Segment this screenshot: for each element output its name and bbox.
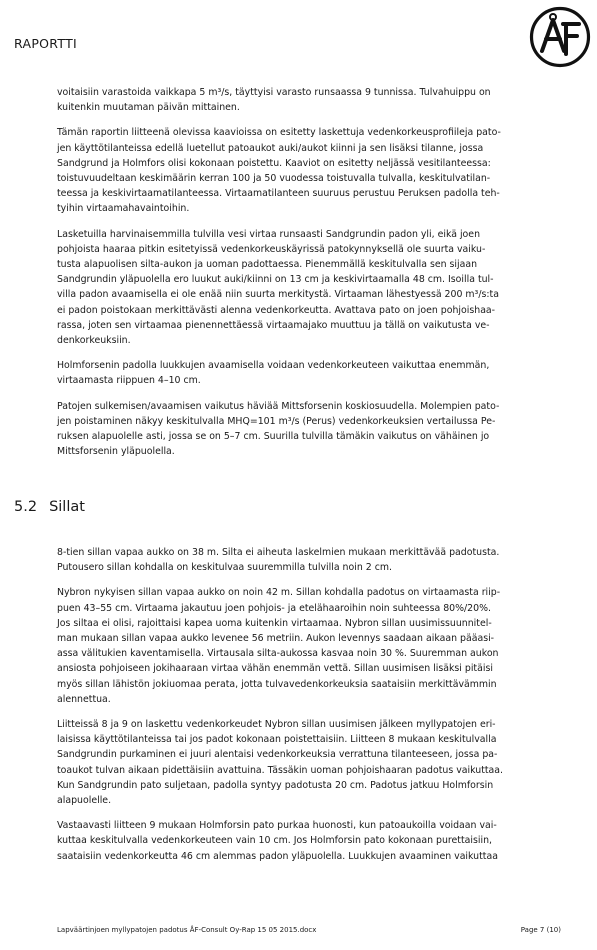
paragraph: 8-tien sillan vapaa aukko on 38 m. Silta ei aiheuta laskelmien mukaan merkittävää padotusta. Putousero sillan kohdalla on keskitulvaa suuremmilla tulvilla noin 2 cm. [57, 547, 500, 574]
body-text-bottom [57, 545, 565, 874]
paragraph: Vastaavasti liitteen 9 mukaan Holmforsin pato purkaa huonosti, kun patoaukoilla voidaan vai- kuttaa keskitulvalla vedenkorkeuteen vain 10 cm. Jos Holmforsin pato kokonaan purettaisiin, saataisiin vedenkorkeutta 46 cm alemmas padon yläpuolella. Luukkujen avaaminen vaikuttaa [57, 820, 498, 862]
paragraph: Nybron nykyisen sillan vapaa aukko on noin 42 m. Sillan kohdalla padotus on virtaamasta riip- puen 43–55 cm. Virtaama jakautuu joen pohjois- ja etelähaaroihin noin suhteessa 80%/20%. Jos siltaa ei olisi, rajoittaisi kapea uoma kuitenkin virtaamaa. Nybron sillan uusimissuunnitel- man mukaan sillan vapaa aukko levenee 56 metriin. Aukon levennys saadaan aikaan pääasi- assa välitukien kaventamisella. Virtausala silta-aukossa kasvaa noin 30 %. Suuremman aukon ansiosta pohjoiseen jokihaaraan virtaa vähän enemmän vettä. Sillan uusimisen lisäksi pitäisi myös sillan lähistön jokiuomaa perata, jotta tulvavedenkorkeuksia saataisiin merkittävämmin alennettua. [57, 587, 501, 705]
footer-page-number: Page 7 (10) [520, 926, 561, 934]
section-number: 5.2 [14, 499, 38, 515]
af-logo [529, 6, 591, 68]
paragraph: Holmforsenin padolla luukkujen avaamisella voidaan vedenkorkeuteen vaikuttaa enemmän, virtaamasta riippuen 4–10 cm. [57, 360, 490, 387]
report-type-label: RAPORTTI [14, 36, 78, 51]
paragraph: voitaisiin varastoida vaikkapa 5 m³/s, täyttyisi varasto runsaassa 9 tunnissa. Tulvahuippu on kuitenkin muutaman päivän mittainen. [57, 87, 491, 114]
paragraph: Lasketuilla harvinaisemmilla tulvilla vesi virtaa runsaasti Sandgrundin padon yli, eikä joen pohjoista haaraa pitkin esitetyissä vedenkorkeuskäyrissä patokynnyksellä ole suurta vaiku- tusta alapuolisen silta-aukon ja uoman padottaessa. Pienemmällä keskitulvalla sen sijaan Sandgrundin yläpuolella ero luukut auki/kiinni on 13 cm ja keskivirtaamalla 48 cm. Isoilla tul- villa padon avaamisella ei ole enää niin suurta merkitystä. Virtaaman lähestyessä 200 m³/s:ta ei padon poistokaan merkittävästi alenna vedenkorkeutta. Avattava pato on joen pohjoishaa- rassa, joten sen virtaamaa pienennettäessä virtaamajako muuttuu ja tällä on vaikutusta ve- denkorkeuksiin. [57, 228, 499, 347]
section-heading [14, 499, 85, 515]
paragraph: Liitteissä 8 ja 9 on laskettu vedenkorkeudet Nybron sillan uusimisen jälkeen myllypatojen eri- laisissa käyttötilanteissa tai jos padot kokonaan poistettaisiin. Liitteen 8 mukaan keskitulvalla Sandgrundin purkaminen ei juuri alentaisi vedenkorkeuksia verrattuna tilanteeseen, jossa pa- toaukot tulvan aikaan pidettäisiin avattuina. Tässäkin uoman pohjoishaaran padotus vaikuttaa. Kun Sandgrundin pato suljetaan, padolla syntyy padotusta 20 cm. Padotus jatkuu Holmforsin alapuolelle. [57, 719, 504, 807]
body-text-top [57, 85, 565, 469]
footer-filename: Lapväärtinjoen myllypatojen padotus ÅF-Consult Oy-Rap 15 05 2015.docx [57, 926, 317, 934]
section-title: Sillat [49, 499, 85, 515]
paragraph: Patojen sulkemisen/avaamisen vaikutus häviää Mittsforsenin koskiosuudella. Molempien pato- jen poistaminen näkyy keskitulvalla MHQ=101 m³/s (Perus) vedenkorkeuksien vertailussa Pe- ruksen alapuolelle asti, jossa se on 5–7 cm. Suurilla tulvilla tämäkin vaikutus on vähäinen jo Mittsforsenin yläpuolella. [57, 400, 500, 458]
paragraph: Tämän raportin liitteenä olevissa kaavioissa on esitetty laskettuja vedenkorkeusprofiileja pato- jen käyttötilanteissa edellä luetellut patoaukot auki/aukot kiinni ja sen lisäksi tilanne, jossa Sandgrund ja Holmfors olisi kokonaan poistettu. Kaaviot on esitetty neljässä vesitilanteessa: toistuvuudeltaan keskimäärin kerran 100 ja 50 vuodessa toistuvalla tulvalla, keskitulvatilan- teessa ja keskivirtaamatilanteessa. Virtaamatilanteen suuruus perustuu Peruksen padolla teh- tyihin virtaamahavaintoihin. [57, 127, 501, 215]
